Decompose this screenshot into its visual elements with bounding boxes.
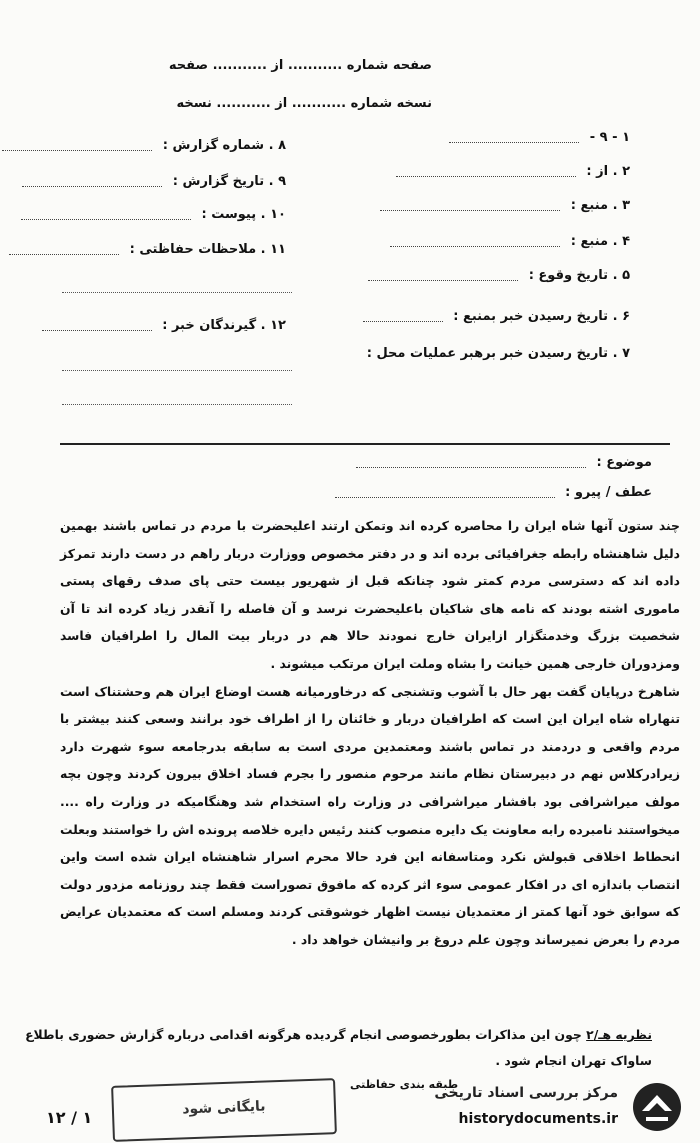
field-left-11-blank — [9, 244, 119, 255]
field-left-12-label: ۱۲ . گیرندگان خبر : — [162, 318, 286, 333]
field-right-2-label: ۲ . از : — [586, 164, 630, 179]
field-right-7 — [367, 346, 630, 361]
field-right-1 — [449, 130, 630, 145]
field-right-1-blank — [449, 132, 579, 143]
header-separator — [60, 443, 670, 445]
opinion-text: چون این مذاکرات بطورخصوصی انجام گردیده هرگونه اقدامی درباره گزارش حضوری باطلاع ساواک تهران انجام شود . — [25, 1027, 652, 1068]
page-number: ۱۲ / ۱ — [46, 1108, 93, 1127]
field-right-4-blank — [390, 236, 560, 247]
field-right-7-label: ۷ . تاریخ رسیدن خبر برهبر عملیات محل : — [366, 346, 630, 361]
field-right-1-label: ۱ - ۹ - — [589, 130, 630, 145]
field-left-9-blank — [22, 176, 162, 187]
page-number-line: صفحه شماره ........... از ........... صفحه — [168, 58, 432, 73]
body-paragraph-1: چند ستون آنها شاه ایران را محاصره کرده اند وتمکن ارتند اعلیحضرت با مردم در تماس باشند بهمین دلیل شاهنشاه رابطه جغرافیائی برده اند و در دفتر مخصوص ووزارت دربار راهم در دست دارند تمرکز داده اند که دسترسی مردم کمتر شود چنانکه قبل از شهریور بیست حتی پای صدف رقهای پستی ماموری اشته بودند که نامه های شاکیان باعلیحضرت نرسد و آن فاصله را آنقدر زیاد کرده اند تا آن شخصیت بزرگ وخدمتگزار ازایران خارج نمودند حالا هم در دربار بیت المال را اطرافیان فاسد ومزدوران خارجی همین خیانت را بشاه وملت ایران مرتکب میشوند . — [60, 518, 680, 671]
field-left-8-label: ۸ . شماره گزارش : — [162, 138, 286, 153]
watermark-url: historydocuments.ir — [458, 1111, 618, 1127]
left-blank-line-1 — [62, 292, 292, 293]
watermark-org-name: مرکز بررسی اسناد تاریخی — [434, 1085, 618, 1101]
field-left-10-label: ۱۰ . پیوست : — [201, 207, 286, 222]
opinion-note — [22, 1022, 652, 1074]
subject-blank — [356, 457, 586, 468]
watermark — [364, 1077, 694, 1137]
field-right-6-blank — [363, 311, 443, 322]
field-right-5 — [368, 268, 630, 283]
field-left-9 — [22, 174, 286, 189]
subject-line — [356, 455, 652, 470]
reference-label: عطف / پیرو : — [565, 485, 652, 500]
field-right-5-blank — [368, 270, 518, 281]
left-blank-line-2 — [62, 370, 292, 371]
field-right-4 — [390, 234, 630, 249]
field-left-10-blank — [21, 209, 191, 220]
field-left-12 — [42, 318, 286, 333]
security-classification: طبقه بندی حفاظتی — [350, 1078, 459, 1091]
field-right-3 — [380, 198, 630, 213]
archive-stamp: بایگانی شود — [111, 1078, 337, 1142]
field-right-4-label: ۴ . منبع : — [570, 234, 630, 249]
field-right-6 — [363, 309, 630, 324]
copy-number-line: نسخه شماره ........... از ........... نسخه — [176, 96, 432, 111]
archive-logo-icon — [628, 1081, 686, 1133]
field-left-8-blank — [2, 140, 152, 151]
opinion-label: نظریه هـ/۲ — [586, 1027, 652, 1042]
reference-blank — [335, 487, 555, 498]
field-right-2 — [396, 164, 630, 179]
field-left-8 — [2, 138, 286, 153]
left-blank-line-3 — [62, 404, 292, 405]
field-left-10 — [21, 207, 286, 222]
field-left-11-label: ۱۱ . ملاحظات حفاظتی : — [129, 242, 286, 257]
field-right-5-label: ۵ . تاریخ وقوع : — [528, 268, 630, 283]
reference-line — [335, 485, 652, 500]
field-right-3-label: ۳ . منبع : — [570, 198, 630, 213]
body-paragraph-2: شاهرخ درپایان گفت بهر حال با آشوب وتشنجی که درخاورمیانه هست اوضاع ایران هم وحشتناک است تنهاراه شاه ایران این است که اطرافیان دربار و خائنان را از اطراف خود برانند وسعی کنند بیشتر با مردم واقعی و دردمند در تماس باشند ومعتمدین مردی است به سابقه بدرجامعه سوء شهرت دارد زیرادرکلاس نهم در دبیرستان نظام مانند مرحوم منصور را بجرم فساد اخلاق بیرون کردند وچون بچه مولف میراشرافی بود بافشار میراشرافی در وزارت راه استخدام شد وهنگامیکه در وزارت راه .... میخواستند نامبرده رابه معاونت یک دایره منصوب کنند رئیس دایره خلاصه پرونده اش را خواستند وبعلت انحطاط اخلاقی قبولش نکرد ومتاسفانه این فرد حالا محرم اسرار شاهنشاه ایران شده است واین انتصاب باندازه ای در افکار عمومی سوء اثر کرده که مافوق تصوراست فقط چند روزنامه مزدور دولت که سوابق خود آنها کمتر از معتمدیان نیست اظهار خوشوقتی کردند ومسلم است که معتمدیان عرایض مردم را بعرض نمیرساند وچون علم دروغ بر وانیشان خواهد داد . — [60, 683, 680, 947]
field-left-9-label: ۹ . تاریخ گزارش : — [172, 174, 286, 189]
field-right-6-label: ۶ . تاریخ رسیدن خبر بمنبع : — [453, 309, 630, 324]
field-right-3-blank — [380, 200, 560, 211]
subject-label: موضوع : — [596, 455, 652, 470]
report-body — [60, 512, 680, 954]
field-left-12-blank — [42, 320, 152, 331]
field-left-11 — [9, 242, 286, 257]
field-right-2-blank — [396, 166, 576, 177]
